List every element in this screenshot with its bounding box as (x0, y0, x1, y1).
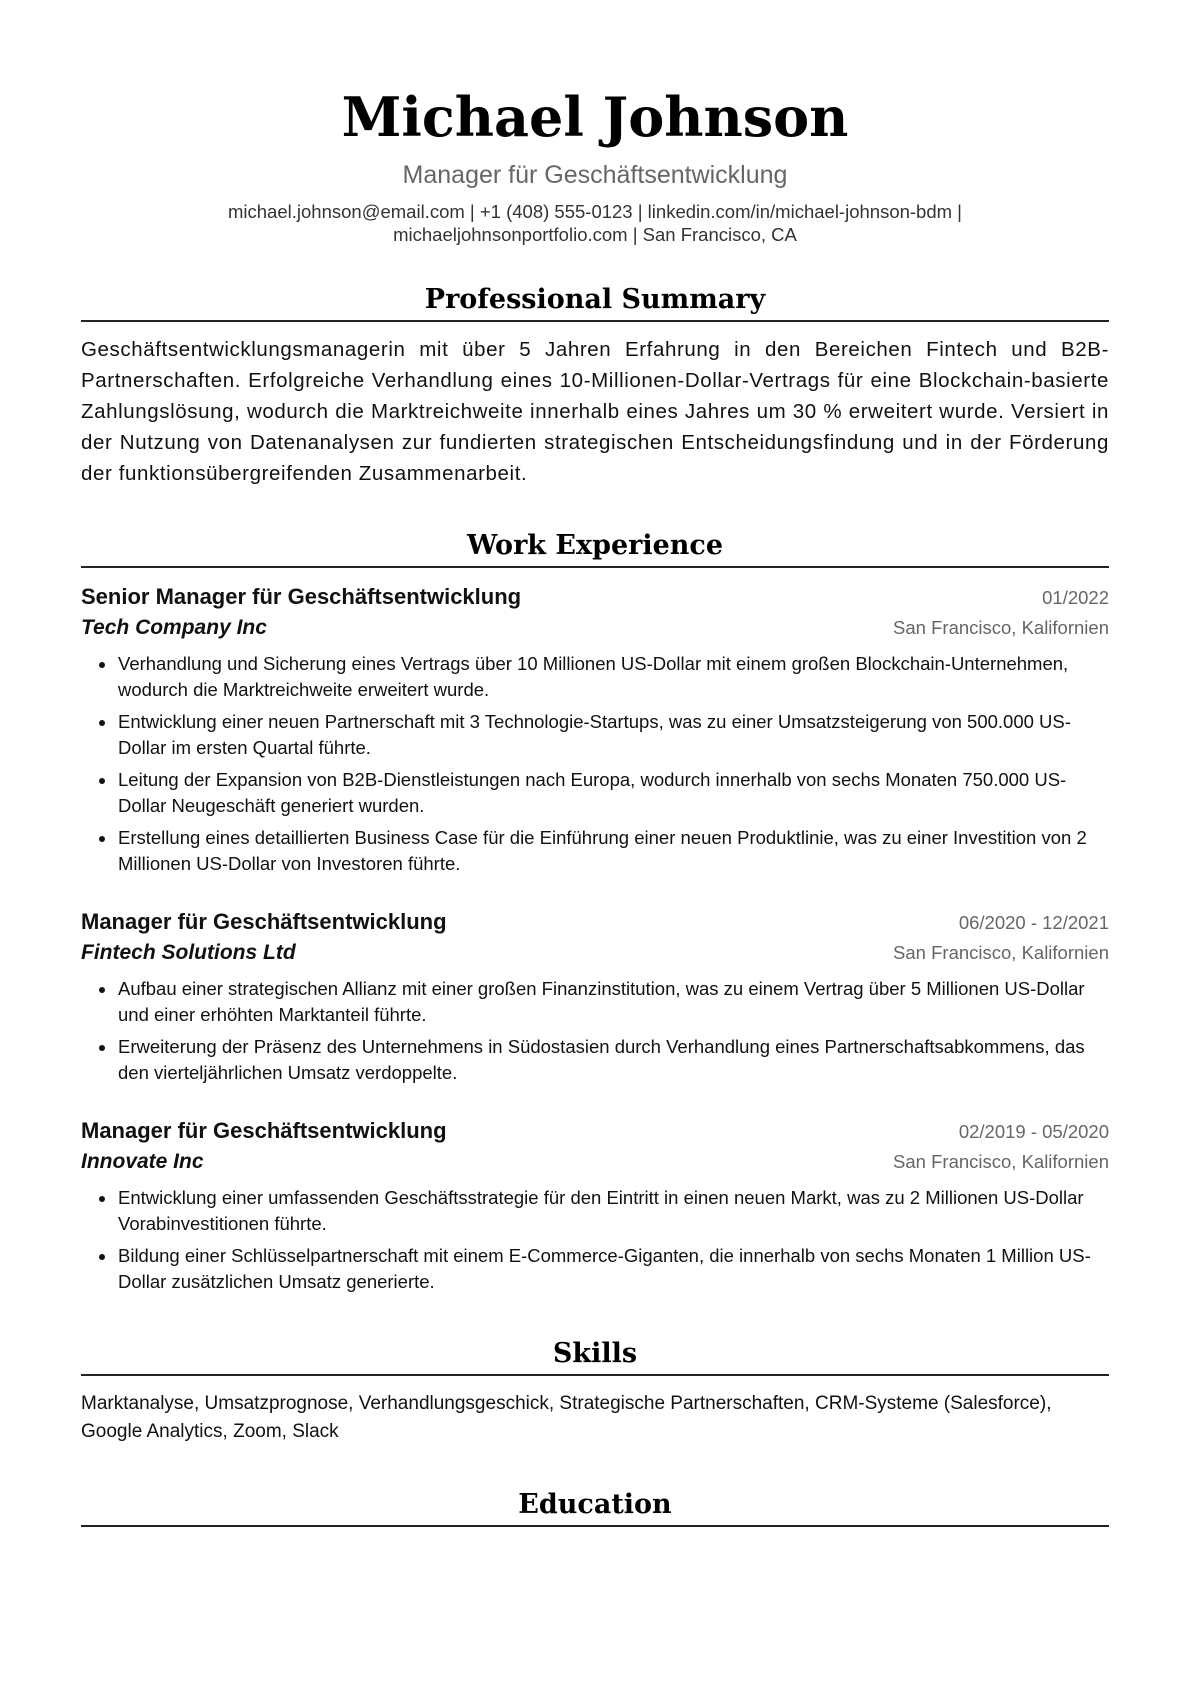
candidate-name: Michael Johnson (341, 85, 849, 149)
job-location: San Francisco, Kalifornien (893, 1151, 1109, 1172)
job-date: 01/2022 (1042, 587, 1109, 608)
job-bullet: • Bildung einer Schlüsselpartnerschaft mit einem E-Commerce-Giganten, die innerhalb von sechs Monaten 1 Million US-Dollar zusätzlichen Umsatz generierte. (117, 1243, 1109, 1295)
job-bullet: • Entwicklung einer neuen Partnerschaft mit 3 Technologie-Startups, was zu einer Umsatzsteigerung von 500.000 US-Dollar im ersten Quartal führte. (117, 709, 1109, 761)
skills-section (81, 1337, 1109, 1446)
skills-heading: Skills (81, 1337, 1109, 1376)
job-entry (81, 1116, 1109, 1295)
candidate-headline: Manager für Geschäftsentwicklung (402, 161, 788, 189)
summary-section (81, 283, 1109, 489)
job-title: Senior Manager für Geschäftsentwicklung (81, 584, 522, 609)
summary-text: Geschäftsentwicklungsmanagerin mit über 5 Jahren Erfahrung in den Bereichen Fintech und B2B-Partnerschaften. Erfolgreiche Verhandlung eines 10-Millionen-Dollar-Vertrags für eine Blockchain-basierte Zahlungslösung, wodurch die Marktreichweite innerhalb eines Jahres um 30 % erweitert wurde. Versiert in der Nutzung von Datenanalysen zur fundierten strategischen Entscheidungsfindung und in der Förderung der funktionsübergreifenden Zusammenarbeit. (81, 338, 1109, 485)
education-section (81, 1488, 1109, 1527)
job-company: Fintech Solutions Ltd (81, 941, 296, 964)
job-bullet: • Leitung der Expansion von B2B-Dienstleistungen nach Europa, wodurch innerhalb von sechs Monaten 750.000 US-Dollar Neugeschäft generiert wurden. (117, 767, 1109, 819)
job-bullet: • Entwicklung einer umfassenden Geschäftsstrategie für den Eintritt in einen neuen Markt, was zu 2 Millionen US-Dollar Vorabinvestitionen führte. (117, 1185, 1109, 1237)
job-location: San Francisco, Kalifornien (893, 617, 1109, 638)
experience-heading: Work Experience (81, 529, 1109, 568)
job-location: San Francisco, Kalifornien (893, 942, 1109, 963)
job-company: Innovate Inc (81, 1150, 204, 1173)
experience-section (81, 529, 1109, 1295)
contact-info (81, 200, 1109, 246)
contact-line-1: michael.johnson@email.com | +1 (408) 555-0123 | linkedin.com/in/michael-johnson-bdm | (228, 201, 962, 222)
job-date: 06/2020 - 12/2021 (958, 912, 1109, 933)
job-entry (81, 582, 1109, 877)
job-bullet: • Erweiterung der Präsenz des Unternehmens in Südostasien durch Verhandlung eines Partnerschaftsabkommens, das den vierteljährlichen Umsatz verdoppelte. (117, 1034, 1109, 1086)
job-company: Tech Company Inc (81, 616, 267, 639)
job-bullets (81, 651, 1109, 877)
job-bullet: • Erstellung eines detaillierten Business Case für die Einführung einer neuen Produktlinie, was zu einer Investition von 2 Millionen US-Dollar von Investoren führte. (117, 825, 1109, 877)
job-bullets (81, 976, 1109, 1086)
job-date: 02/2019 - 05/2020 (958, 1121, 1109, 1142)
job-entry (81, 907, 1109, 1086)
job-title: Manager für Geschäftsentwicklung (81, 909, 447, 934)
job-bullet: • Aufbau einer strategischen Allianz mit einer großen Finanzinstitution, was zu einem Vertrag über 5 Millionen US-Dollar und einer erhöhten Marktanteil führte. (117, 976, 1109, 1028)
contact-line-2: michaeljohnsonportfolio.com | San Francisco, CA (393, 224, 797, 245)
job-title: Manager für Geschäftsentwicklung (81, 1118, 447, 1143)
skills-text: Marktanalyse, Umsatzprognose, Verhandlungsgeschick, Strategische Partnerschaften, CRM-Systeme (Salesforce), Google Analytics, Zoom, Slack (81, 1393, 1052, 1442)
job-bullet: • Verhandlung und Sicherung eines Vertrags über 10 Millionen US-Dollar mit einem großen Blockchain-Unternehmen, wodurch die Marktreichweite erweitert wurde. (117, 651, 1109, 703)
education-heading: Education (81, 1488, 1109, 1527)
job-bullets (81, 1185, 1109, 1295)
summary-heading: Professional Summary (81, 283, 1109, 322)
